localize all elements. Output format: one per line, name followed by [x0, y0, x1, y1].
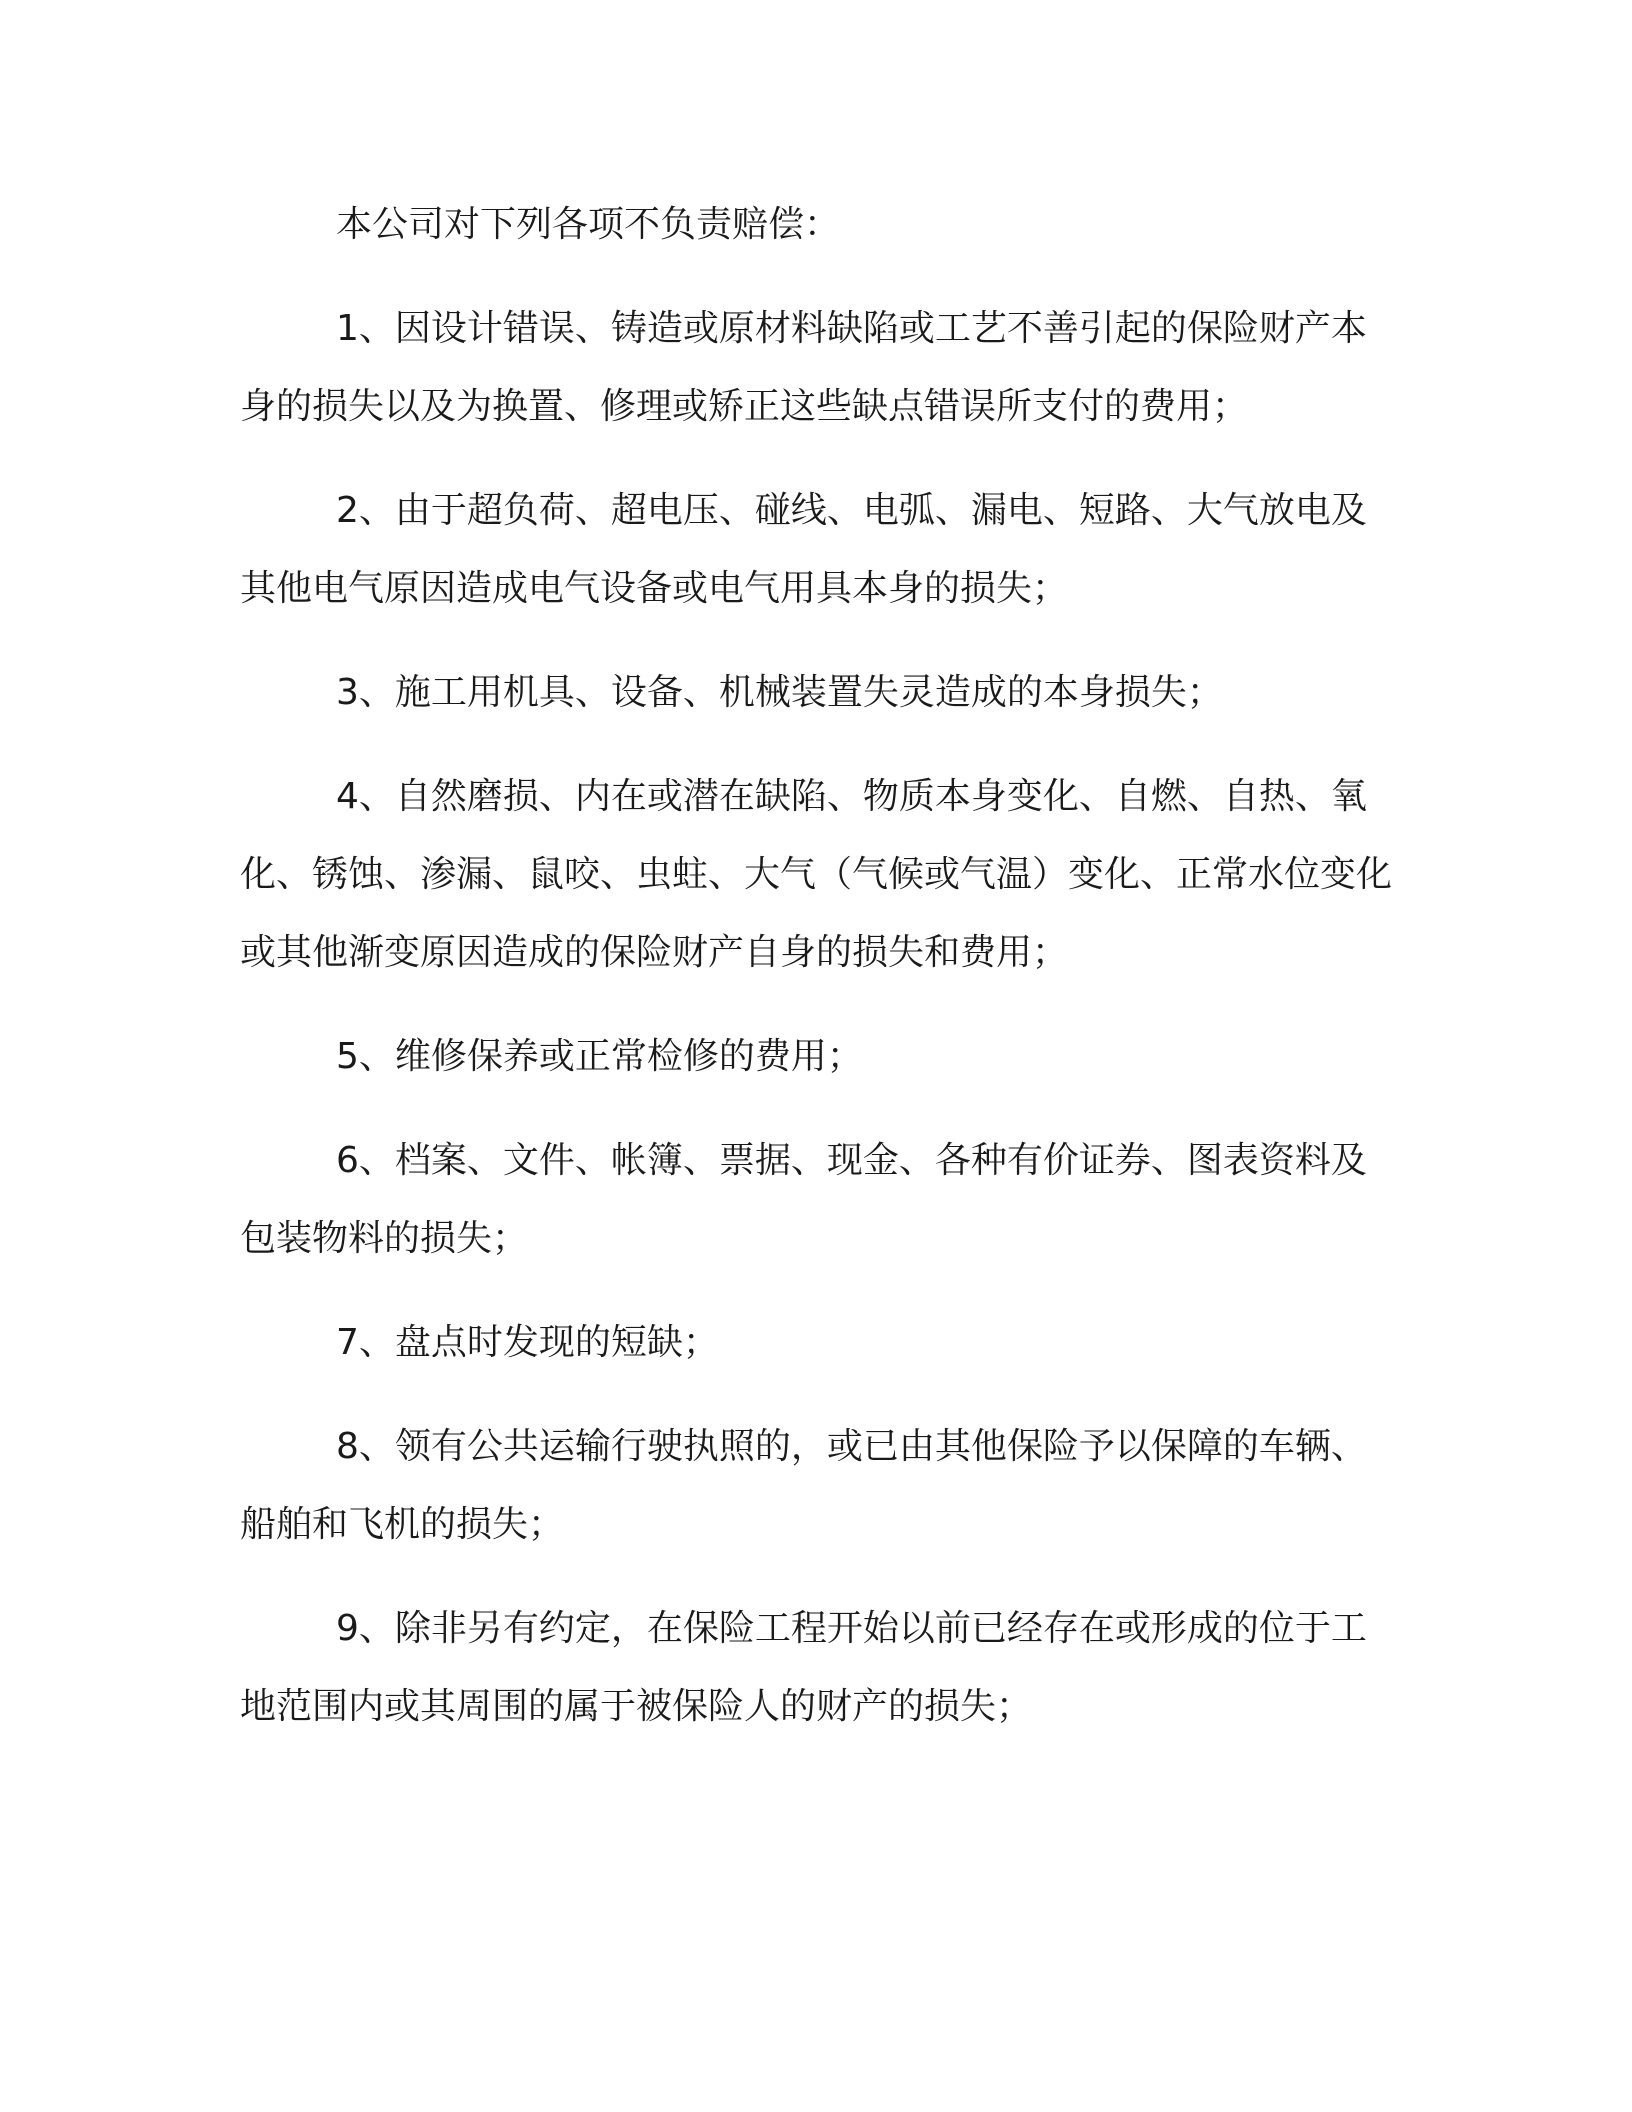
- exclusion-item-3: 3、施工用机具、设备、机械装置失灵造成的本身损失；: [336, 672, 1223, 713]
- exclusion-item-2: 2、由于超负荷、超电压、碰线、电弧、漏电、短路、大气放电及其他电气原因造成电气设备或电气用具本身的损失；: [240, 490, 1367, 609]
- exclusion-item-6: 6、档案、文件、帐簿、票据、现金、各种有价证券、图表资料及包装物料的损失；: [240, 1140, 1367, 1259]
- document-body: [240, 186, 1392, 1772]
- intro-paragraph: 本公司对下列各项不负责赔偿：: [336, 204, 841, 245]
- exclusion-item-7: 7、盘点时发现的短缺；: [336, 1322, 719, 1363]
- exclusion-item-9: 9、除非另有约定，在保险工程开始以前已经存在或形成的位于工地范围内或其周围的属于被保险人的财产的损失；: [240, 1608, 1367, 1727]
- exclusion-item-1: 1、因设计错误、铸造或原材料缺陷或工艺不善引起的保险财产本身的损失以及为换置、修理或矫正这些缺点错误所支付的费用；: [240, 308, 1367, 427]
- exclusion-item-5: 5、维修保养或正常检修的费用；: [336, 1036, 863, 1077]
- exclusion-item-8: 8、领有公共运输行驶执照的，或已由其他保险予以保障的车辆、船舶和飞机的损失；: [240, 1426, 1367, 1545]
- exclusion-item-4: 4、自然磨损、内在或潜在缺陷、物质本身变化、自燃、自热、氧化、锈蚀、渗漏、鼠咬、虫蛀、大气（气候或气温）变化、正常水位变化或其他渐变原因造成的保险财产自身的损失和费用；: [240, 776, 1393, 973]
